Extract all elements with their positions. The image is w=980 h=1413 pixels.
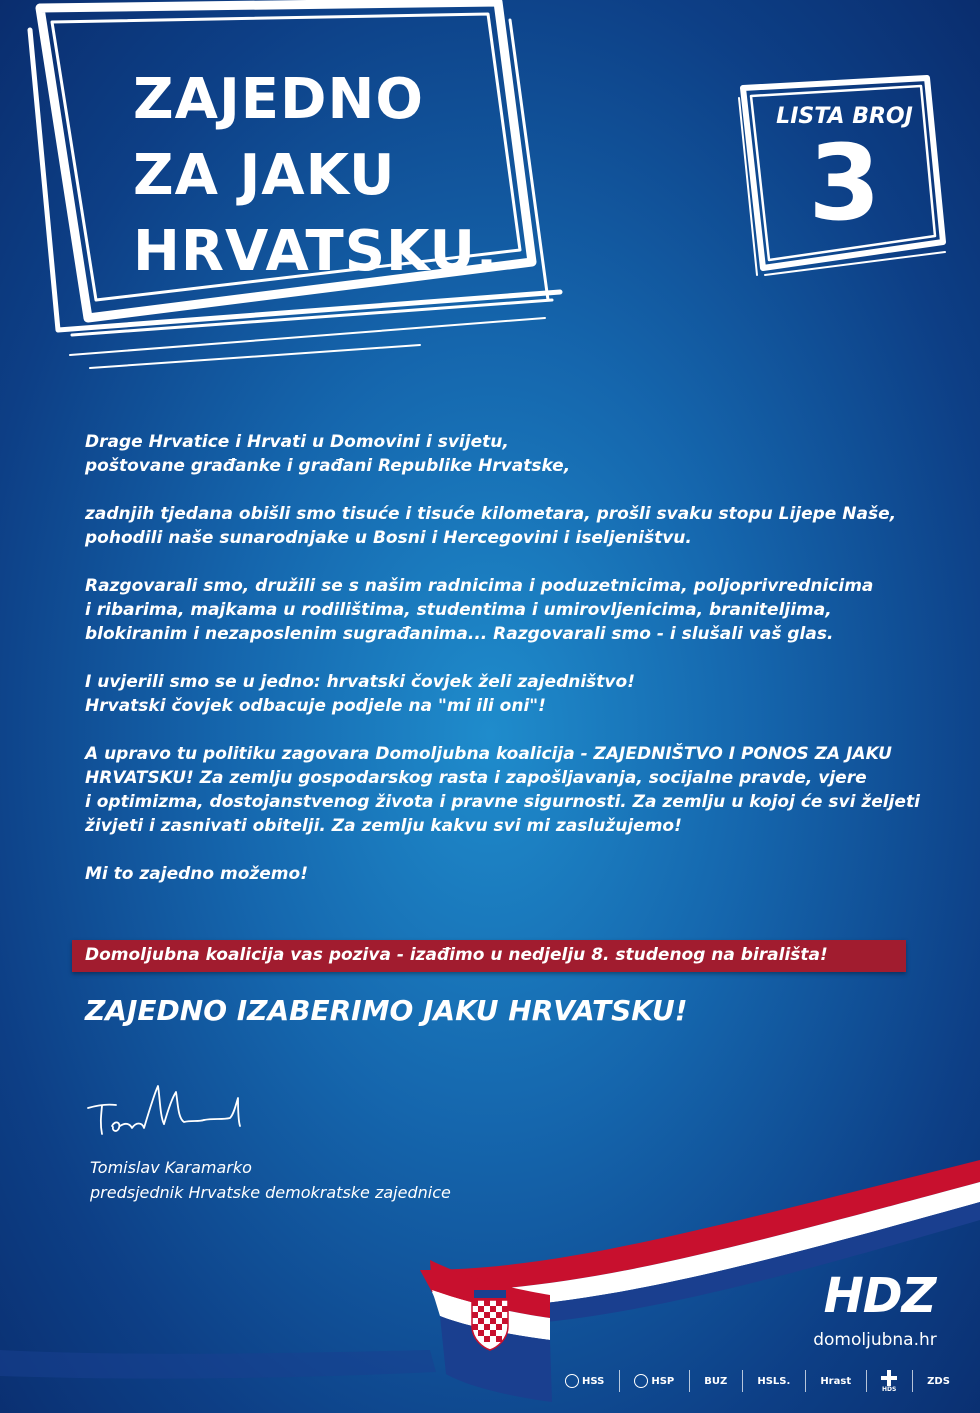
hss-emblem-icon — [565, 1374, 579, 1388]
headline-line-1: ZAJEDNO — [133, 67, 424, 132]
letter-paragraph-5: Mi to zajedno možemo! — [85, 864, 308, 884]
letter-paragraph-2: Razgovarali smo, družili se s našim radnicima i poduzetnicima, poljoprivrednicima i ribarima, majkama u rodilištima, studentima i umirovljenicima, braniteljima, blokiranim i nezaposlenim sugrađanima... Razgovarali smo - i slušali vaš glas. — [85, 576, 874, 644]
headline-line-3: HRVATSKU. — [133, 219, 499, 284]
website-link[interactable]: domoljubna.hr — [813, 1330, 937, 1350]
lista-label: LISTA BROJ — [776, 104, 913, 129]
signatory-title: predsjednik Hrvatske demokratske zajednice — [90, 1183, 451, 1202]
partner-hrast: Hrast — [820, 1375, 852, 1387]
hds-cross-icon — [881, 1370, 897, 1386]
divider — [805, 1370, 806, 1392]
divider — [689, 1370, 690, 1392]
letter-body — [85, 430, 945, 910]
slogan: ZAJEDNO IZABERIMO JAKU HRVATSKU! — [85, 994, 688, 1027]
lista-number: 3 — [808, 122, 881, 244]
divider — [866, 1370, 867, 1392]
headline — [133, 62, 498, 290]
letter-paragraph-4: A upravo tu politiku zagovara Domoljubna koalicija - ZAJEDNIŠTVO I PONOS ZA JAKU HRVATSKU! Za zemlju gospodarskog rasta i zapošljavanja, socijalne pravde, vjere i optimizma, dostojanstvenog života i pravne sigurnosti. Za zemlju u kojoj će svi željeti živjeti i zasnivati obitelji. Za zemlju kakvu svi mi zaslužujemo! — [85, 744, 920, 836]
partner-hsp: HSP — [634, 1374, 674, 1388]
divider — [912, 1370, 913, 1392]
partner-zds: ZDS — [927, 1375, 950, 1387]
partner-hsls: HSLS. — [757, 1375, 791, 1387]
letter-greeting: Drage Hrvatice i Hrvati u Domovini i svijetu, poštovane građanke i građani Republike Hrvatske, — [85, 432, 571, 476]
invitation-banner — [72, 940, 906, 972]
handwritten-signature — [80, 1078, 250, 1148]
letter-paragraph-3: I uvjerili smo se u jedno: hrvatski čovjek želi zajedništvo! Hrvatski čovjek odbacuje podjele na "mi ili oni"! — [85, 672, 635, 716]
partner-hds: HDS — [881, 1370, 897, 1393]
signatory-name: Tomislav Karamarko — [90, 1158, 252, 1177]
partner-hss: HSS — [565, 1374, 604, 1388]
divider — [619, 1370, 620, 1392]
hsp-emblem-icon — [634, 1374, 648, 1388]
letter-paragraph-1: zadnjih tjedana obišli smo tisuće i tisuće kilometara, prošli svaku stopu Lijepe Naše, pohodili naše sunarodnjake u Bosni i Hercegovini i iseljeništvu. — [85, 504, 897, 548]
invitation-banner-text: Domoljubna koalicija vas poziva - izađimo u nedjelju 8. studenog na birališta! — [85, 945, 828, 965]
headline-line-2: ZA JAKU — [133, 143, 396, 208]
hdz-logo: HDZ — [823, 1268, 936, 1324]
coalition-partners — [565, 1368, 950, 1394]
partner-buz: BUZ — [704, 1375, 728, 1387]
divider — [742, 1370, 743, 1392]
